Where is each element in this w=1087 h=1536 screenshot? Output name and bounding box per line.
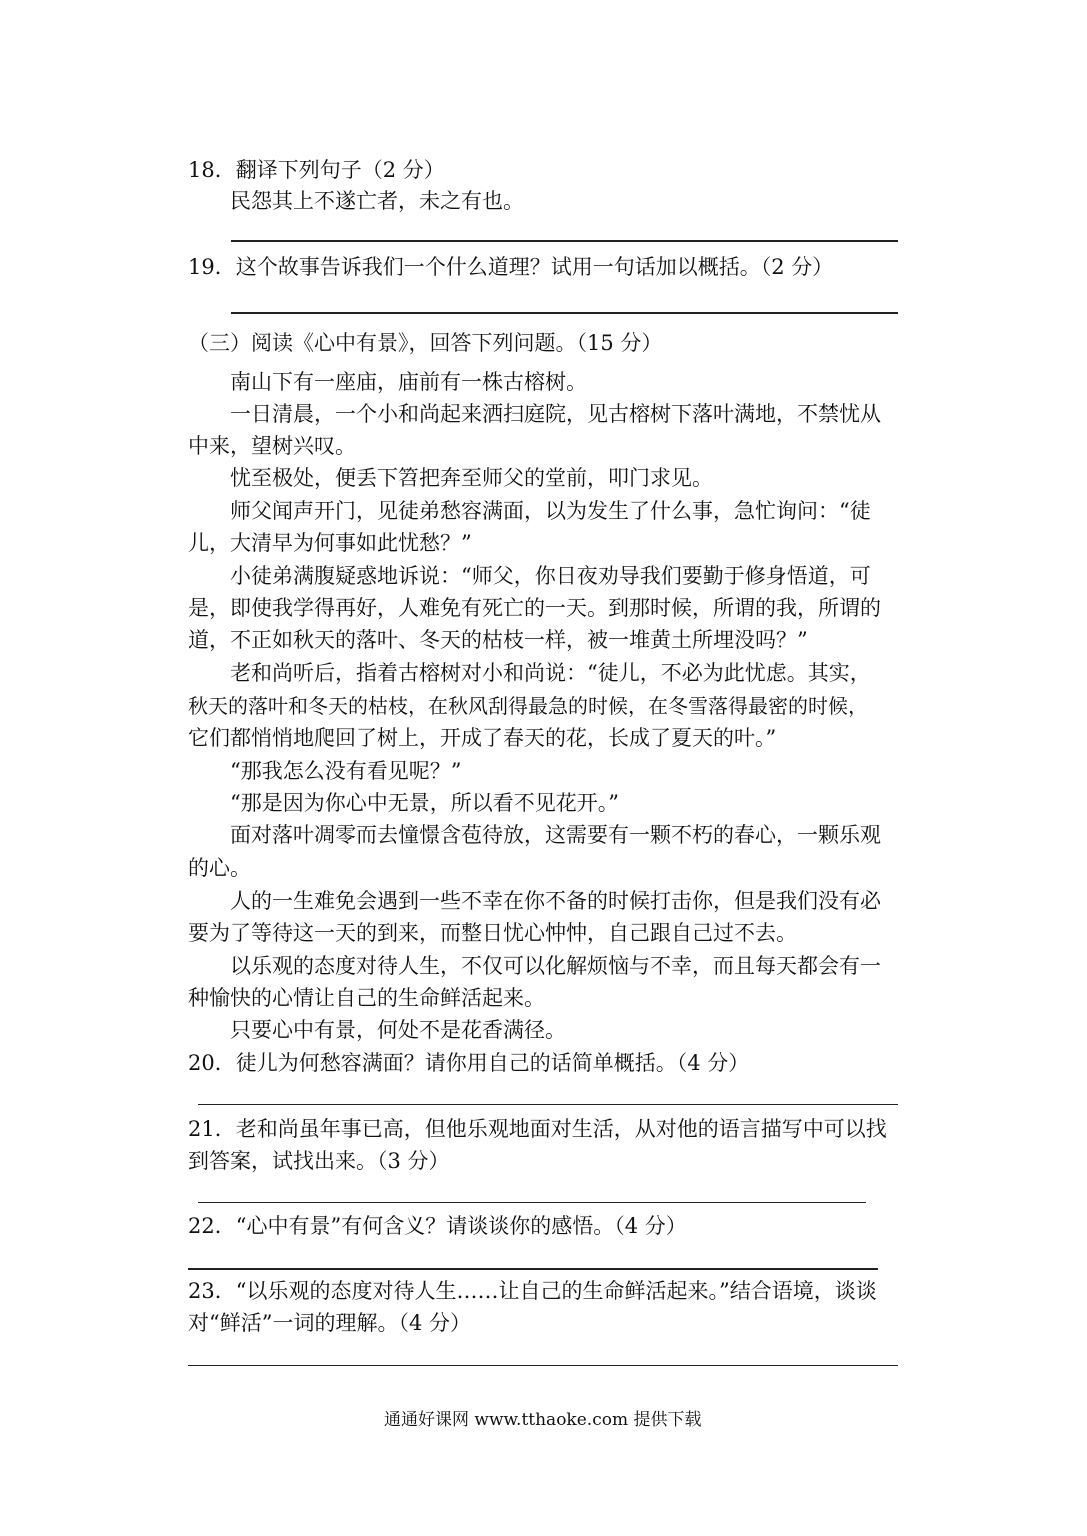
passage-line: 要为了等待这一天的到来，而整日忧心忡忡，自己跟自己过不去。 — [188, 921, 797, 945]
passage-line: 老和尚听后，指着古榕树对小和尚说：“徒儿，不必为此忧虑。其实， — [230, 661, 871, 685]
passage-line: 一日清晨，一个小和尚起来洒扫庭院，见古榕树下落叶满地，不禁忧从 — [230, 402, 881, 426]
q23-answer-line[interactable] — [188, 1365, 898, 1366]
q23-line1: 23．“以乐观的态度对待人生……让自己的生命鲜活起来。”结合语境，谈谈 — [188, 1279, 877, 1303]
passage-line: 它们都悄悄地爬回了树上，开成了春天的花，长成了夏天的叶。” — [188, 726, 777, 750]
passage-line: 人的一生难免会遇到一些不幸在你不备的时候打击你，但是我们没有必 — [230, 889, 881, 913]
passage-line: 中来，望树兴叹。 — [188, 434, 356, 458]
passage-line: 儿，大清早为何事如此忧愁？” — [188, 531, 472, 555]
q18-sentence: 民怨其上不遂亡者，未之有也。 — [230, 189, 524, 213]
passage-line: “那我怎么没有看见呢？” — [230, 759, 462, 783]
passage-line: 面对落叶凋零而去憧憬含苞待放，这需要有一颗不朽的春心，一颗乐观 — [230, 823, 881, 847]
q23-line2: 对“鲜活”一词的理解。（4 分） — [188, 1311, 472, 1335]
q22-title: 22．“心中有景”有何含义？请谈谈你的感悟。（4 分） — [188, 1214, 687, 1238]
passage-line: 小徒弟满腹疑惑地诉说：“师父，你日夜劝导我们要勤于修身悟道，可 — [230, 564, 871, 588]
footer-credit: 通通好课网 www.tthaoke.com 提供下载 — [384, 1410, 702, 1430]
passage-line: 以乐观的态度对待人生，不仅可以化解烦恼与不幸，而且每天都会有一 — [230, 954, 881, 978]
q21-answer-line[interactable] — [198, 1202, 866, 1203]
passage-line: 的心。 — [188, 856, 251, 880]
q19-answer-line[interactable] — [231, 312, 898, 314]
passage-line: 秋天的落叶和冬天的枯枝，在秋风刮得最急的时候，在冬雪落得最密的时候， — [188, 694, 868, 718]
q21-line1: 21．老和尚虽年事已高，但他乐观地面对生活，从对他的语言描写中可以找 — [188, 1117, 887, 1141]
q22-answer-line[interactable] — [188, 1268, 878, 1270]
q18-answer-line[interactable] — [231, 240, 898, 242]
passage-line: 道，不正如秋天的落叶、冬天的枯枝一样，被一堆黄土所埋没吗？” — [188, 628, 808, 652]
section3-heading: （三）阅读《心中有景》，回答下列问题。（15 分） — [188, 331, 663, 355]
passage-line: 只要心中有景，何处不是花香满径。 — [230, 1018, 566, 1042]
passage-line: “那是因为你心中无景，所以看不见花开。” — [230, 791, 619, 815]
q18-title: 18．翻译下列句子（2 分） — [188, 158, 445, 182]
passage-line: 是，即使我学得再好，人难免有死亡的一天。到那时候，所谓的我，所谓的 — [188, 596, 881, 620]
q21-line2: 到答案，试找出来。（3 分） — [188, 1149, 450, 1173]
q19-title: 19．这个故事告诉我们一个什么道理？试用一句话加以概括。（2 分） — [188, 255, 834, 279]
passage-line: 师父闻声开门，见徒弟愁容满面，以为发生了什么事，急忙询问：“徒 — [230, 499, 871, 523]
passage-line: 忧至极处，便丢下笤把奔至师父的堂前，叩门求见。 — [230, 466, 713, 490]
q20-answer-line[interactable] — [198, 1104, 898, 1105]
passage-line: 种愉快的心情让自己的生命鲜活起来。 — [188, 986, 545, 1010]
q20-title: 20．徒儿为何愁容满面？请你用自己的话简单概括。（4 分） — [188, 1051, 750, 1075]
passage-line: 南山下有一座庙，庙前有一株古榕树。 — [230, 370, 587, 394]
